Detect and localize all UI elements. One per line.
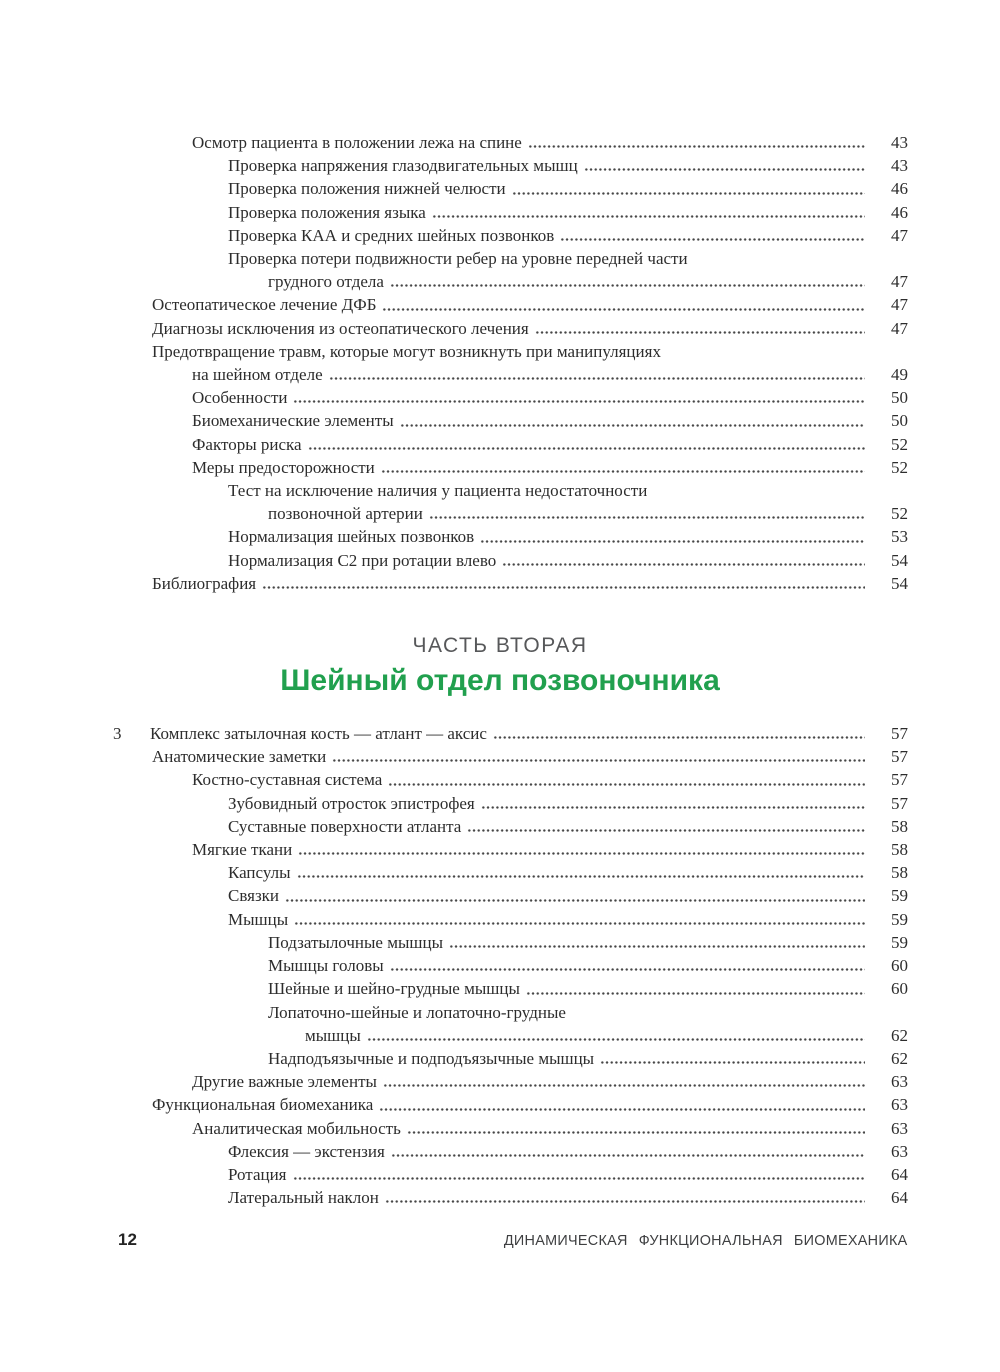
toc-entry-label: Мышцы <box>228 909 289 929</box>
toc-entry-page: 57 <box>891 793 908 813</box>
dot-leader <box>429 516 865 519</box>
toc-row <box>113 572 908 595</box>
running-title: ДИНАМИЧЕСКАЯ ФУНКЦИОНАЛЬНАЯ БИОМЕХАНИКА <box>504 1232 908 1249</box>
toc-entry-label: Капсулы <box>228 863 291 883</box>
toc-row <box>113 884 908 907</box>
toc-entry-label: Другие важные элементы <box>192 1072 377 1092</box>
dot-leader <box>481 806 865 809</box>
toc-entry-label: Меры предосторожности <box>192 457 375 477</box>
toc-section-chapter-3 <box>113 722 908 1209</box>
toc-entry-label: Нормализация шейных позвонков <box>228 527 475 547</box>
toc-row <box>113 977 908 1000</box>
dot-leader <box>526 992 865 995</box>
part-kicker: ЧАСТЬ ВТОРАЯ <box>412 634 588 658</box>
toc-entry-page: 52 <box>891 457 908 477</box>
dot-leader <box>535 331 865 334</box>
toc-row <box>113 838 908 861</box>
toc-entry-label: Проверка потери подвижности ребер на уровне передней части <box>228 249 688 269</box>
toc-entry-label: Нормализация С2 при ротации влево <box>228 550 497 570</box>
dot-leader <box>391 1154 865 1157</box>
dot-leader <box>308 447 865 450</box>
toc-entry-label: Тест на исключение наличия у пациента недостаточности <box>228 481 648 501</box>
toc-entry-label: Костно-суставная система <box>192 770 383 790</box>
dot-leader <box>298 852 865 855</box>
toc-entry-page: 63 <box>891 1141 908 1161</box>
toc-entry-label: Проверка положения нижней челюсти <box>228 179 506 199</box>
toc-entry-page: 52 <box>891 504 908 524</box>
toc-row <box>113 1001 908 1024</box>
toc-row <box>113 1093 908 1116</box>
dot-leader <box>480 540 865 543</box>
toc-row <box>113 293 908 316</box>
toc-row <box>113 479 908 502</box>
dot-leader <box>449 945 865 948</box>
part-title: Шейный отдел позвоночника <box>280 664 720 698</box>
toc-row <box>113 861 908 884</box>
dot-leader <box>262 586 865 589</box>
toc-row <box>113 745 908 768</box>
toc-entry-label: Латеральный наклон <box>228 1188 379 1208</box>
toc-row <box>113 363 908 386</box>
toc-entry-label: позвоночной артерии <box>268 504 423 524</box>
toc-entry-page: 58 <box>891 863 908 883</box>
toc-entry-page: 43 <box>891 133 908 152</box>
dot-leader <box>332 759 865 762</box>
dot-leader <box>297 875 865 878</box>
toc-entry-page: 62 <box>891 1048 908 1068</box>
toc-entry-label: Подзатылочные мышцы <box>268 932 444 952</box>
dot-leader <box>432 215 865 218</box>
toc-row <box>113 1047 908 1070</box>
dot-leader <box>390 968 865 971</box>
toc-entry-label: Шейные и шейно-грудные мышцы <box>268 979 520 999</box>
dot-leader <box>381 470 865 473</box>
toc-entry-label: Проверка положения языка <box>228 202 426 222</box>
toc-row <box>113 1140 908 1163</box>
toc-row <box>113 154 908 177</box>
dot-leader <box>293 400 865 403</box>
toc-entry-page: 52 <box>891 434 908 454</box>
chapter-number: 3 <box>113 724 122 744</box>
toc-entry-page: 54 <box>891 573 908 593</box>
toc-row <box>113 722 908 745</box>
toc-entry-label: Диагнозы исключения из остеопатического лечения <box>152 318 529 338</box>
dot-leader <box>493 736 865 739</box>
toc-entry-label: Надподъязычные и подподъязычные мышцы <box>268 1048 595 1068</box>
toc-entry-label: Функциональная биомеханика <box>152 1095 374 1115</box>
dot-leader <box>285 899 865 902</box>
dot-leader <box>584 168 865 171</box>
toc-entry-page: 58 <box>891 816 908 836</box>
toc-entry-page: 62 <box>891 1025 908 1045</box>
toc-row <box>113 1163 908 1186</box>
toc-entry-page: 49 <box>891 365 908 385</box>
dot-leader <box>467 829 865 832</box>
toc-row <box>113 433 908 456</box>
toc-row <box>113 908 908 931</box>
dot-leader <box>407 1131 865 1134</box>
toc-entry-label: Ротация <box>228 1164 287 1184</box>
toc-row <box>113 1117 908 1140</box>
toc-row <box>113 131 908 154</box>
toc-entry-page: 63 <box>891 1118 908 1138</box>
dot-leader <box>382 308 865 311</box>
toc-entry-label: Суставные поверхности атланта <box>228 816 462 836</box>
toc-entry-page: 43 <box>891 156 908 176</box>
toc-entry-page: 54 <box>891 550 908 570</box>
toc-entry-page: 57 <box>891 724 908 744</box>
toc-row <box>113 317 908 340</box>
toc-entry-label: Зубовидный отросток эпистрофея <box>228 793 475 813</box>
toc-row <box>113 1070 908 1093</box>
toc-entry-label: Аналитическая мобильность <box>192 1118 401 1138</box>
toc-entry-label: Проверка напряжения глазодвигательных мышц <box>228 156 578 176</box>
toc-entry-label: Флексия — экстензия <box>228 1141 385 1161</box>
toc-entry-label: Комплекс затылочная кость — атлант — аксис <box>150 724 487 744</box>
toc-entry-label: мышцы <box>305 1025 361 1045</box>
dot-leader <box>383 1084 865 1087</box>
dot-leader <box>294 922 865 925</box>
toc-entry-page: 64 <box>891 1164 908 1184</box>
toc-row <box>113 815 908 838</box>
toc-entry-label: Предотвращение травм, которые могут возникнуть при манипуляциях <box>152 341 661 361</box>
toc-entry-page: 58 <box>891 840 908 860</box>
dot-leader <box>379 1108 865 1111</box>
toc-entry-page: 57 <box>891 747 908 767</box>
toc-row <box>113 502 908 525</box>
toc-entry-page: 59 <box>891 886 908 906</box>
toc-row <box>113 247 908 270</box>
toc-entry-page: 47 <box>891 318 908 338</box>
toc-entry-label: Мышцы головы <box>268 956 384 976</box>
toc-row <box>113 270 908 293</box>
toc-entry-page: 47 <box>891 295 908 315</box>
part-heading <box>0 633 1000 698</box>
toc-entry-page: 60 <box>891 956 908 976</box>
toc-entry-page: 59 <box>891 909 908 929</box>
toc-entry-page: 60 <box>891 979 908 999</box>
toc-entry-label: Связки <box>228 886 280 906</box>
toc-row <box>113 1186 908 1209</box>
dot-leader <box>390 284 865 287</box>
toc-entry-page: 47 <box>891 225 908 245</box>
toc-entry-label: Анатомические заметки <box>152 747 327 767</box>
toc-entry-page: 53 <box>891 527 908 547</box>
toc-entry-label: на шейном отделе <box>192 365 323 385</box>
toc-row <box>113 409 908 432</box>
dot-leader <box>385 1200 865 1203</box>
toc-entry-page: 63 <box>891 1072 908 1092</box>
toc-entry-page: 59 <box>891 932 908 952</box>
dot-leader <box>512 192 865 195</box>
dot-leader <box>329 377 865 380</box>
toc-row <box>113 224 908 247</box>
page-number: 12 <box>118 1230 137 1249</box>
toc-entry-label: Библиография <box>152 573 257 593</box>
toc-entry-label: Осмотр пациента в положении лежа на спине <box>192 133 522 152</box>
toc-row <box>113 931 908 954</box>
dot-leader <box>528 145 865 148</box>
toc-entry-page: 64 <box>891 1188 908 1208</box>
toc-section-chapter-2-continued <box>113 131 908 595</box>
toc-entry-page: 46 <box>891 179 908 199</box>
dot-leader <box>560 238 865 241</box>
page-footer <box>118 1230 908 1250</box>
dot-leader <box>502 563 865 566</box>
dot-leader <box>400 424 865 427</box>
toc-entry-label: Мягкие ткани <box>192 840 293 860</box>
toc-row <box>113 456 908 479</box>
toc-row <box>113 954 908 977</box>
toc-entry-label: Лопаточно-шейные и лопаточно-грудные <box>268 1002 566 1022</box>
toc-entry-page: 63 <box>891 1095 908 1115</box>
toc-entry-label: Биомеханические элементы <box>192 411 394 431</box>
toc-entry-page: 50 <box>891 388 908 408</box>
toc-row <box>113 1024 908 1047</box>
toc-row <box>113 340 908 363</box>
toc-entry-page: 47 <box>891 272 908 292</box>
toc-entry-label: Особенности <box>192 388 288 408</box>
toc-entry-label: Проверка КАА и средних шейных позвонков <box>228 225 555 245</box>
toc-entry-label: Остеопатическое лечение ДФБ <box>152 295 377 315</box>
toc-entry-page: 50 <box>891 411 908 431</box>
toc-entry-page: 46 <box>891 202 908 222</box>
toc-row <box>113 549 908 572</box>
toc-row <box>113 768 908 791</box>
toc-entry-page: 57 <box>891 770 908 790</box>
toc-row <box>113 525 908 548</box>
dot-leader <box>367 1038 865 1041</box>
dot-leader <box>388 783 865 786</box>
toc-entry-label: грудного отдела <box>268 272 384 292</box>
toc-row <box>113 792 908 815</box>
toc-entry-label: Факторы риска <box>192 434 302 454</box>
dot-leader <box>293 1177 865 1180</box>
toc-row <box>113 177 908 200</box>
toc-row <box>113 386 908 409</box>
dot-leader <box>600 1061 865 1064</box>
toc-row <box>113 201 908 224</box>
